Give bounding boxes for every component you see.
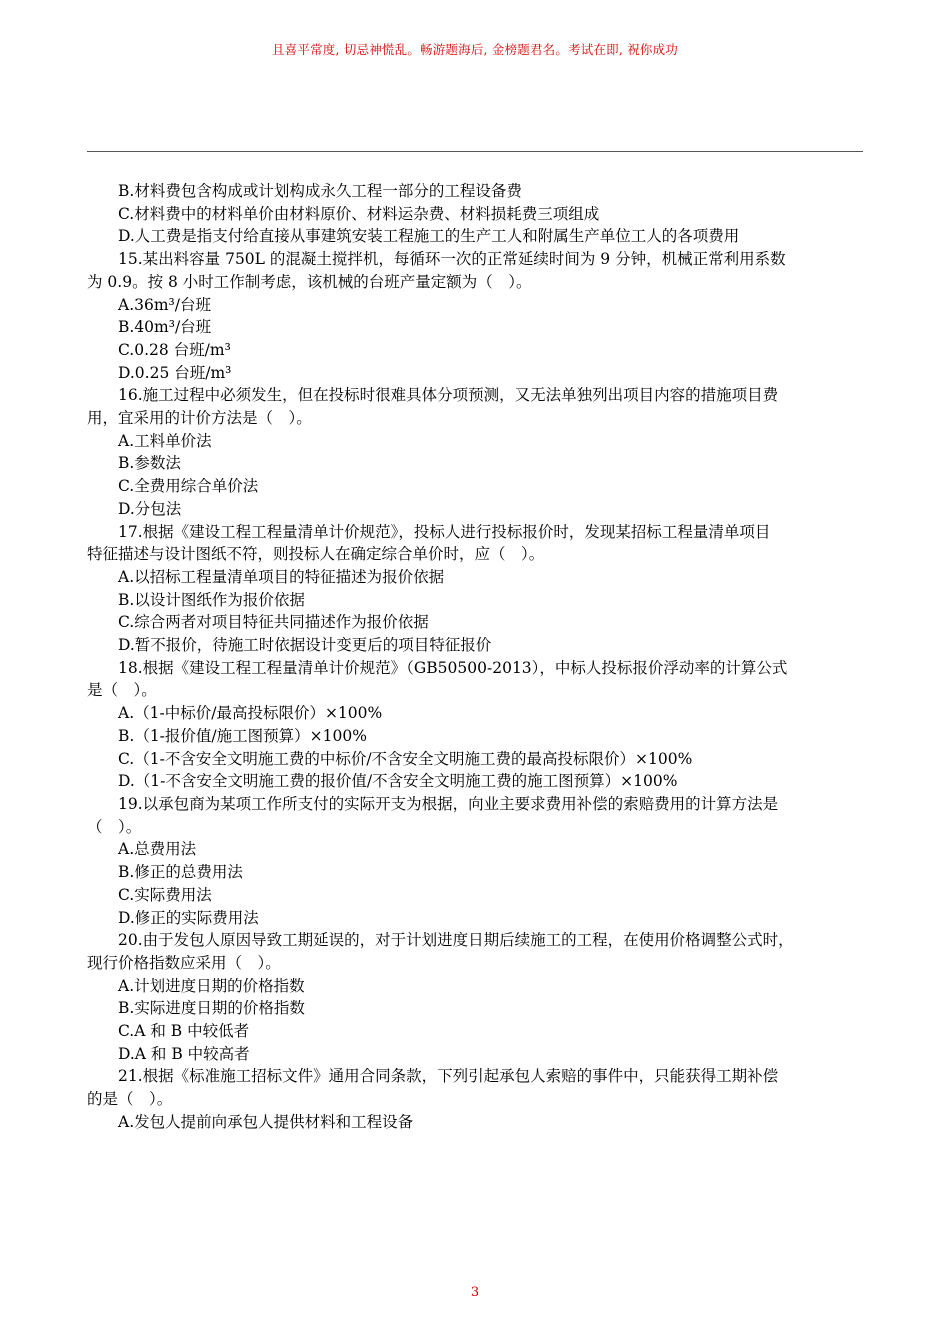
text-line: C.全费用综合单价法 <box>118 477 259 496</box>
text-line: C.A 和 B 中较低者 <box>118 1022 250 1041</box>
text-line: 21.根据《标准施工招标文件》通用合同条款，下列引起承包人索赔的事件中，只能获得工期补偿 <box>118 1067 779 1086</box>
text-line: C.综合两者对项目特征共同描述作为报价依据 <box>118 613 429 632</box>
text-line: B.材料费包含构成或计划构成永久工程一部分的工程设备费 <box>118 182 522 200</box>
text-line: 特征描述与设计图纸不符，则投标人在确定综合单价时，应（ ）。 <box>87 545 545 564</box>
text-line: D.（1-不含安全文明施工费的报价值/不含安全文明施工费的施工图预算）×100% <box>118 772 678 791</box>
text-line: D.分包法 <box>118 499 182 518</box>
text-line: C.0.28 台班/m³ <box>118 340 231 359</box>
text-line: A.以招标工程量清单项目的特征描述为报价依据 <box>118 567 445 586</box>
document-body <box>87 180 863 1134</box>
header-divider <box>87 151 863 152</box>
text-line: B.参数法 <box>118 454 181 473</box>
text-line: 用，宜采用的计价方法是（ ）。 <box>87 409 312 428</box>
text-line: B.以设计图纸作为报价依据 <box>118 590 305 609</box>
text-line: A.计划进度日期的价格指数 <box>118 976 305 995</box>
text-line: 是（ ）。 <box>87 681 157 700</box>
text-line: 16.施工过程中必须发生，但在投标时很难具体分项预测，又无法单独列出项目内容的措施项目费 <box>118 386 779 405</box>
text-line: A.总费用法 <box>118 840 197 859</box>
text-line: 为 0.9。按 8 小时工作制考虑，该机械的台班产量定额为（ ）。 <box>87 272 532 291</box>
text-line: A.工料单价法 <box>118 431 212 450</box>
text-line: B.实际进度日期的价格指数 <box>118 999 305 1018</box>
text-line: C.实际费用法 <box>118 885 212 904</box>
text-line: D.A 和 B 中较高者 <box>118 1044 250 1063</box>
text-line: 的是（ ）。 <box>87 1090 173 1109</box>
page-header-motto: 且喜平常度, 切忌神慌乱。畅游题海后, 金榜题君名。考试在即, 祝你成功 <box>271 42 679 57</box>
text-line: D.修正的实际费用法 <box>118 908 259 927</box>
text-line: A.36m³/台班 <box>118 295 211 314</box>
text-line: （ ）。 <box>87 817 142 836</box>
text-line: 19.以承包商为某项工作所支付的实际开支为根据，向业主要求费用补偿的索赔费用的计算方法是 <box>118 794 779 813</box>
text-line: A.发包人提前向承包人提供材料和工程设备 <box>118 1112 414 1131</box>
text-line: D.0.25 台班/m³ <box>118 363 232 382</box>
text-line: C.材料费中的材料单价由材料原价、材料运杂费、材料损耗费三项组成 <box>118 204 600 223</box>
text-line: 现行价格指数应采用（ ）。 <box>87 953 281 972</box>
text-line: B.（1-报价值/施工图预算）×100% <box>118 726 367 745</box>
text-line: B.40m³/台班 <box>118 318 212 337</box>
text-line: 17.根据《建设工程工程量清单计价规范》，投标人进行投标报价时，发现某招标工程量清单项目 <box>118 522 771 541</box>
text-line: A.（1-中标价/最高投标限价）×100% <box>118 704 383 723</box>
page-number: 3 <box>470 1285 480 1300</box>
text-line: D.暂不报价，待施工时依据设计变更后的项目特征报价 <box>118 636 492 655</box>
text-line: B.修正的总费用法 <box>118 863 243 882</box>
text-line: D.人工费是指支付给直接从事建筑安装工程施工的生产工人和附属生产单位工人的各项费用 <box>118 227 740 246</box>
text-line: 18.根据《建设工程工程量清单计价规范》（GB50500-2013），中标人投标报价浮动率的计算公式 <box>118 658 788 677</box>
text-line: 15.某出料容量 750L 的混凝土搅拌机，每循环一次的正常延续时间为 9 分钟，机械正常利用系数 <box>118 250 786 269</box>
text-line: 20.由于发包人原因导致工期延误的，对于计划进度日期后续施工的工程，在使用价格调整公式时， <box>118 931 794 950</box>
text-line: C.（1-不含安全文明施工费的中标价/不含安全文明施工费的最高投标限价）×100% <box>118 749 693 768</box>
